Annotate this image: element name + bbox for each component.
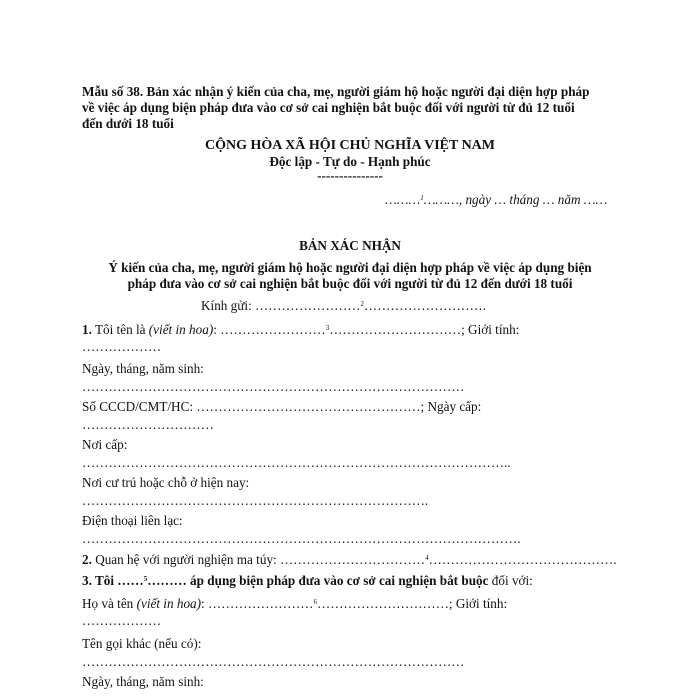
motto-divider: ---------------: [317, 168, 383, 183]
document-subtitle-line-1: Ý kiến của cha, mẹ, người giám hộ hoặc người đại diện hợp pháp về việc áp dụng biện: [108, 260, 592, 275]
alias-label: Tên gọi khác (nếu có):: [82, 636, 202, 651]
subject-name-line: Họ và tên (viết in hoa): ……………………$^6$…………………………; Giới tính:: [82, 596, 508, 611]
form-title-line-2: về việc áp dụng biện pháp đưa vào cơ sở cai nghiện bắt buộc đối với người từ đủ 12 tuổi: [82, 100, 575, 115]
national-title: CỘNG HÒA XÃ HỘI CHỦ NGHĨA VIỆT NAM: [204, 138, 495, 153]
phone-blank: ……………………………………………………………………………………….: [82, 531, 521, 546]
footnote-marker: 3: [325, 324, 330, 332]
document-subtitle-line-2: pháp đưa vào cơ sở cai nghiện bắt buộc đối với người từ đủ 12 đến dưới 18 tuổi: [127, 276, 573, 291]
issue-place-blank: ……………………………………………………………………………………..: [82, 455, 511, 470]
alias-blank: ……………………………………………………………………………: [82, 654, 465, 669]
place-date-line: ………$^1$………, ngày … tháng … năm ……: [385, 192, 608, 207]
id-date-blank: …………………………: [82, 417, 214, 432]
field-3-consent: 3. Tôi ……$^5$……… áp dụng biện pháp đưa vào cơ sở cai nghiện bắt buộc đối với:: [82, 573, 533, 588]
gender-blank: ………………: [82, 339, 162, 354]
field-1-full-name: 1. Tôi tên là (viết in hoa): ……………………$^3$…………………………; Giới tính:: [82, 322, 520, 337]
subject-gender-blank: ………………: [82, 613, 162, 628]
document-title: BẢN XÁC NHẬN: [299, 238, 401, 253]
residence-blank: …………………………………………………………………….: [82, 493, 429, 508]
subject-dob-label: Ngày, tháng, năm sinh:: [82, 674, 204, 689]
dob-label: Ngày, tháng, năm sinh:: [82, 361, 204, 376]
id-number-line: Số CCCD/CMT/HC: ……………………………………………; Ngày cấp:: [82, 399, 482, 414]
residence-label: Nơi cư trú hoặc chỗ ở hiện nay:: [82, 475, 250, 490]
footnote-marker: 4: [425, 554, 429, 562]
footnote-marker: 2: [360, 300, 365, 308]
form-title-line-3: đến dưới 18 tuổi: [82, 116, 174, 131]
phone-label: Điện thoại liên lạc:: [82, 513, 183, 528]
field-2-relationship: 2. Quan hệ với người nghiện ma túy: ……………………………$^4$…………………………………….: [82, 552, 617, 567]
recipient-line: Kính gửi: ……………………$^2$……………………….: [201, 298, 487, 313]
footnote-marker: 5: [143, 575, 148, 583]
footnote-marker: 6: [313, 598, 317, 606]
national-motto: Độc lập - Tự do - Hạnh phúc: [269, 154, 431, 169]
dob-blank: ……………………………………………………………………………: [82, 379, 465, 394]
form-title-line-1: Mẫu số 38. Bản xác nhận ý kiến của cha, mẹ, người giám hộ hoặc người đại diện hợp pháp: [82, 84, 590, 99]
footnote-marker: 1: [420, 194, 424, 202]
issue-place-label: Nơi cấp:: [82, 437, 128, 452]
